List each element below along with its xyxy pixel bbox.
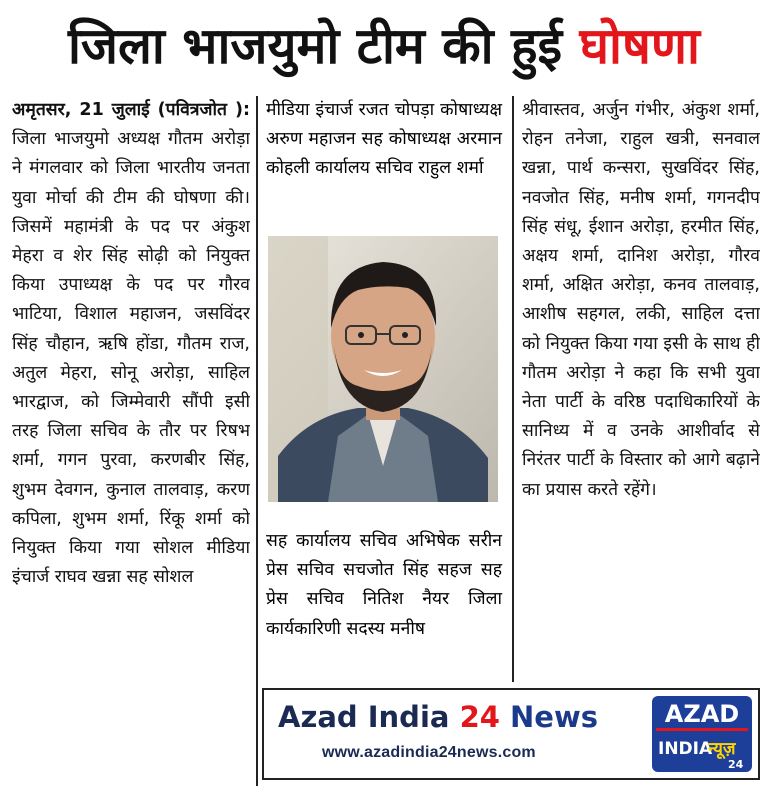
- azad-india-ad[interactable]: [262, 688, 760, 780]
- ad-brand-part-1: Azad India: [278, 700, 450, 734]
- logo-text-mid: INDIA: [658, 739, 713, 759]
- headline-main: जिला भाजयुमो टीम की हुई: [67, 17, 563, 75]
- ad-brand-name: [278, 700, 598, 734]
- column-divider-2: [512, 96, 514, 682]
- article-column-3: श्रीवास्तव, अर्जुन गंभीर, अंकुश शर्मा, रोहन तनेजा, राहुल खत्री, सनवाल खन्ना, पार्थ कन्सरा, सुखविंदर सिंह, नवजोत सिंह, मनीष शर्मा, गगनदीप सिंह संधू, ईशान अरोड़ा, हरमीत सिंह, अक्षय शर्मा, दानिश अरोड़ा, गौरव शर्मा, अक्षित अरोड़ा, कनव तालवाड़, आशीष सहगल, लकी, साहिल दत्ता को नियुक्त किया गया इसी के साथ ही गौतम अरोड़ा ने कहा कि सभी युवा नेता पार्टी के वरिष्ठ पदाधिकारियों के सानिध्य में व उनके आशीर्वाद से निरंतर पार्टी के विस्तार को आगे बढ़ाने का प्रयास करते रहेंगे।: [522, 100, 760, 500]
- logo-text-num: 24: [728, 758, 744, 771]
- headline-highlight: घोषणा: [579, 17, 700, 75]
- headline: [0, 6, 768, 86]
- person-photo: [268, 236, 498, 502]
- ad-brand-part-2: 24: [459, 700, 500, 734]
- column-1-text: जिला भाजयुमो अध्यक्ष गौतम अरोड़ा ने मंगलवार को जिला भारतीय जनता युवा मोर्चा की टीम की घोषणा की। जिसमें महामंत्री के पद पर अंकुश मेहरा व शेर सिंह सोढ़ी को नियुक्त किया उपाध्यक्ष के पद पर गौरव भाटिया, विशाल महाजन, जसविंदर सिंह चौहान, ऋषि होंडा, गौतम राज, अतुल मेहरा, सोनू अरोड़ा, साहिल भारद्वाज, को जिम्मेवारी सौंपी इसी तरह जिला सचिव के तौर पर रिषभ शर्मा, गगन पुरवा, करणबीर सिंह, शुभम देवगन, कुनाल तालवाड़, करण कपिला, शुभम शर्मा, रिंकू शर्मा को नियुक्त किया गया सोशल मीडिया इंचार्ज राघव खन्ना सह सोशल: [12, 129, 250, 588]
- article-column-1: [12, 96, 250, 786]
- ad-brand-part-3: News: [510, 700, 599, 734]
- article-column-2-bottom: सह कार्यालय सचिव अभिषेक सरीन प्रेस सचिव सचजोत सिंह सहज सह प्रेस सचिव नितिश नैयर जिला कार्यकारिणी सदस्य मनीष: [266, 531, 502, 639]
- column-divider-1: [256, 96, 258, 786]
- azad-india-logo: [650, 694, 754, 774]
- article-column-2-top: मीडिया इंचार्ज रजत चोपड़ा कोषाध्यक्ष अरुण महाजन सह कोषाध्यक्ष अरमान कोहली कार्यालय सचिव राहुल शर्मा: [266, 100, 502, 179]
- dateline: अमृतसर, 21 जुलाई (पवित्रजोत ):: [12, 100, 250, 120]
- logo-text-hindi: न्यूज़: [708, 739, 736, 759]
- ad-website-link[interactable]: www.azadindia24news.com: [322, 744, 536, 761]
- logo-text-top: AZAD: [664, 700, 740, 728]
